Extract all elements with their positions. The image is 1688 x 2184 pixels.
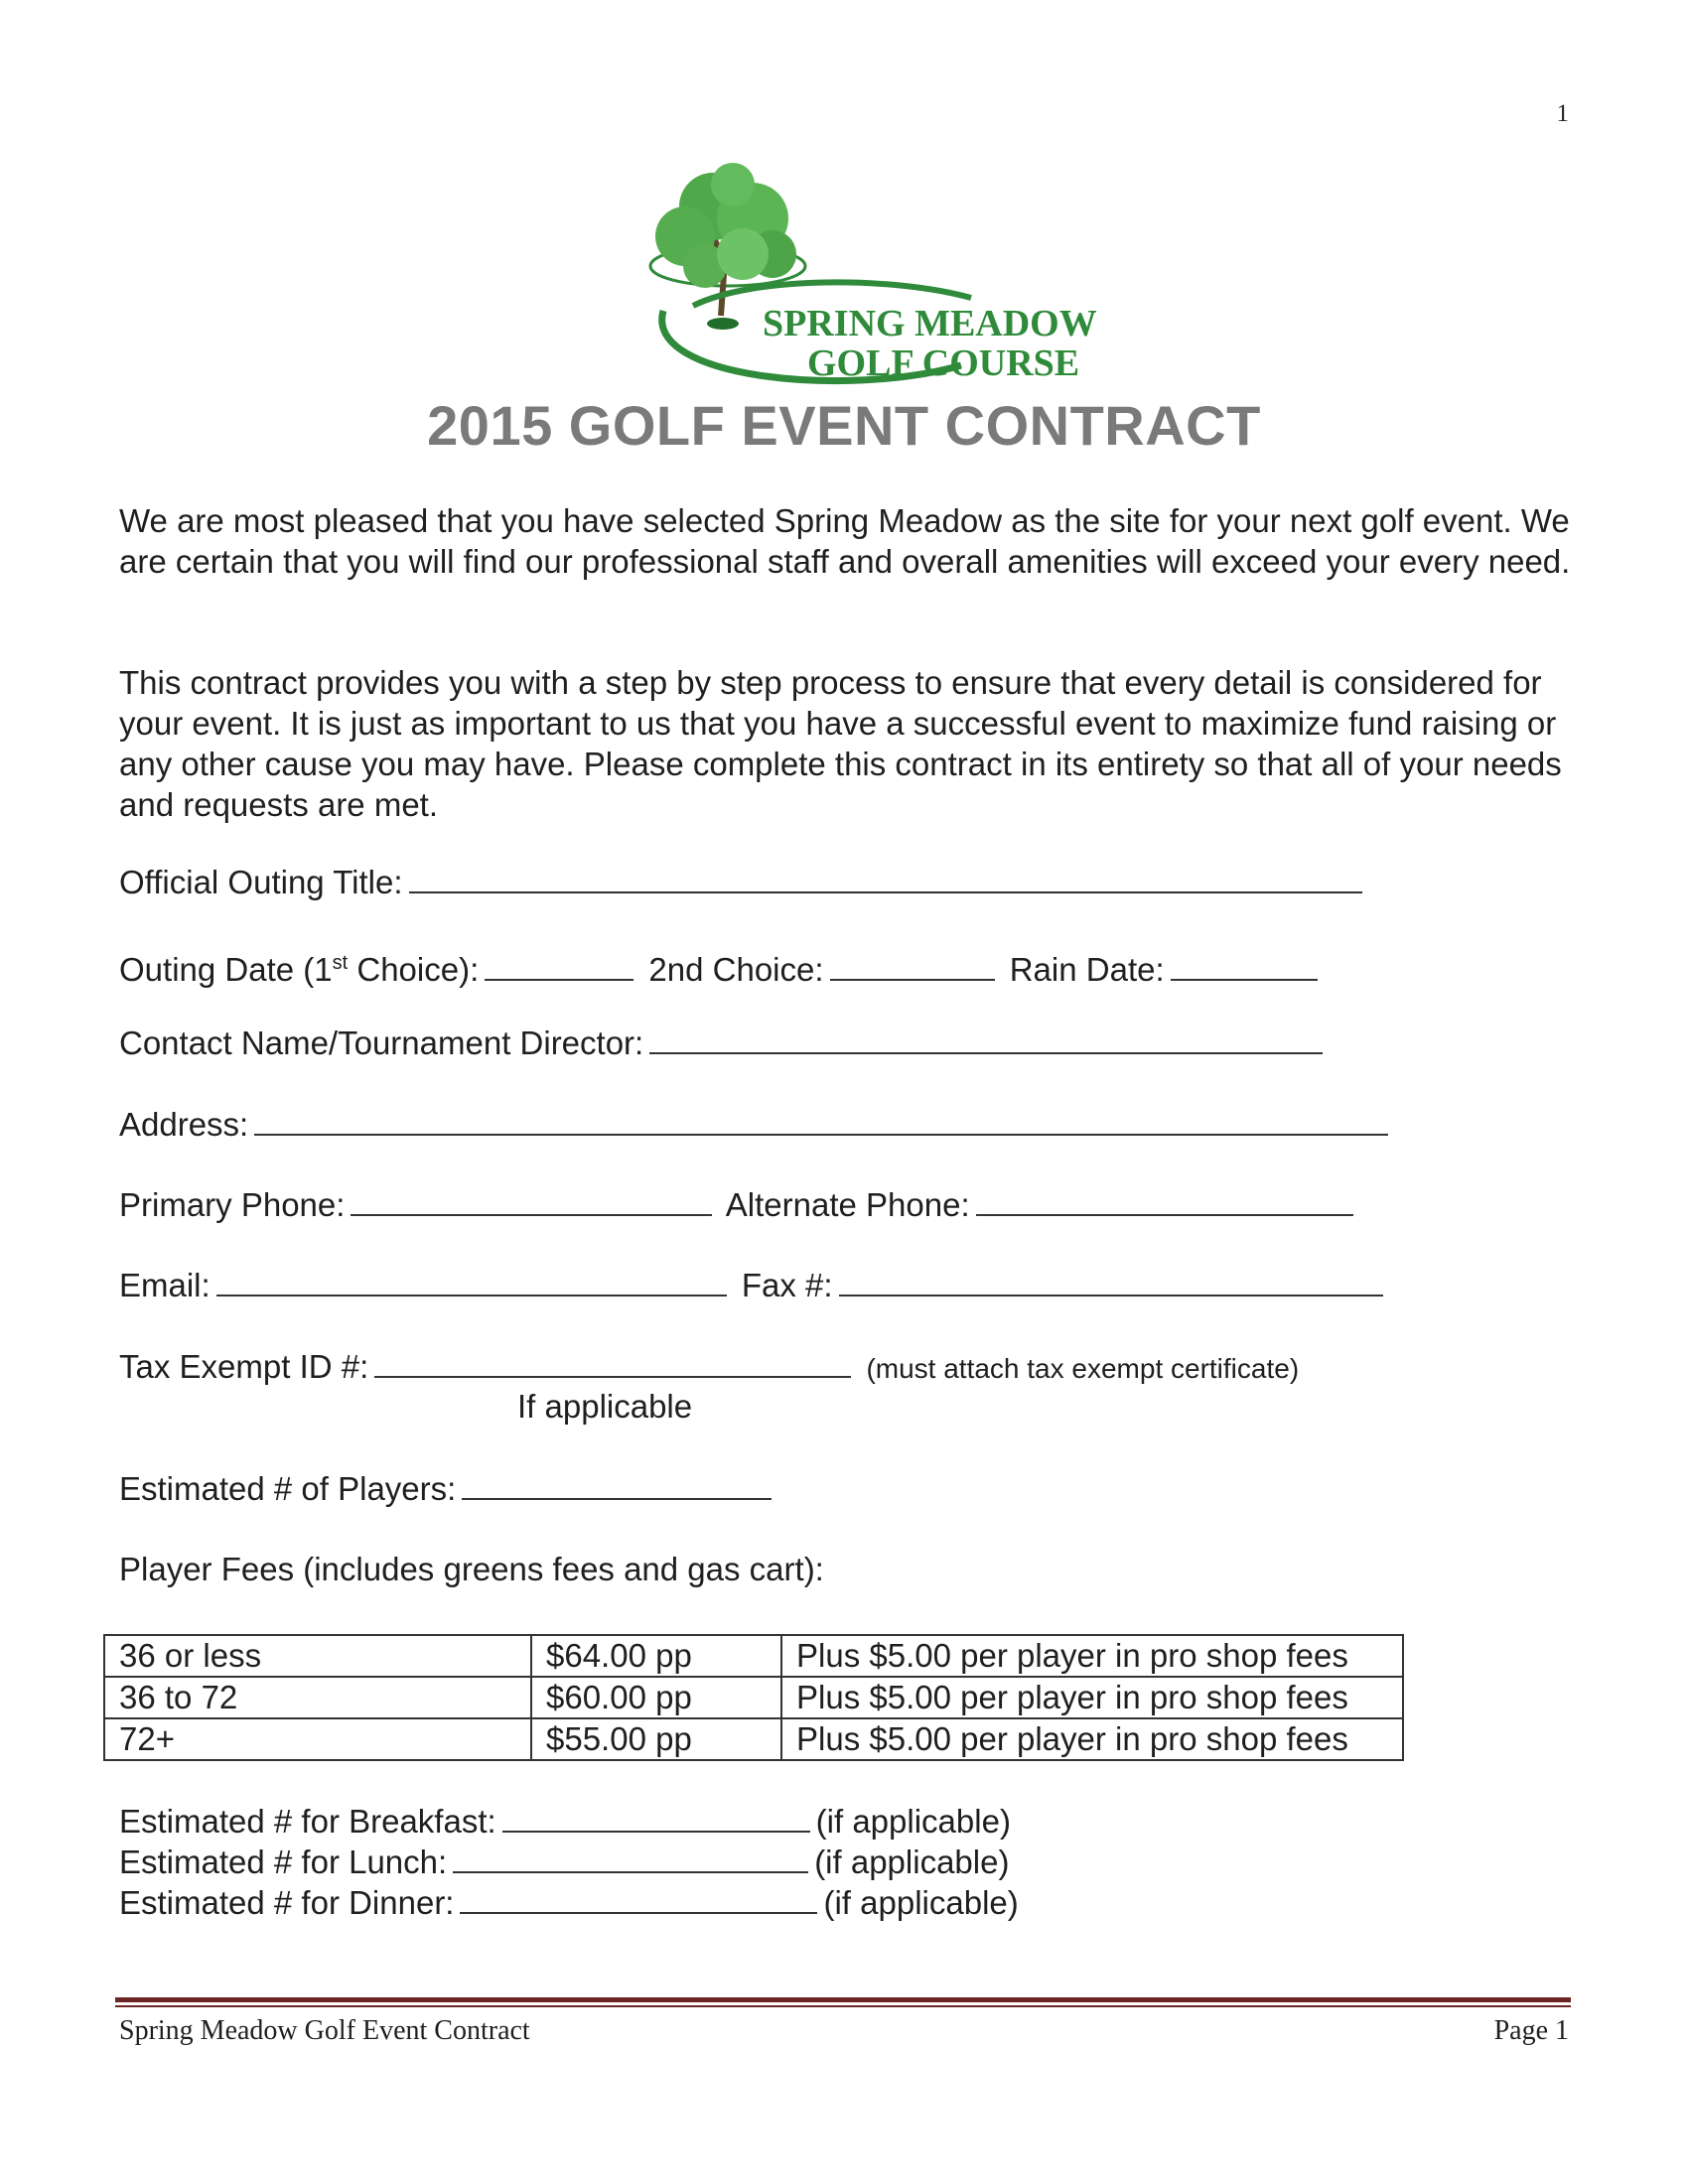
alternate-phone-label: Alternate Phone:: [725, 1186, 970, 1223]
table-cell: Plus $5.00 per player in pro shop fees: [781, 1635, 1403, 1677]
tax-exempt-field[interactable]: [374, 1346, 851, 1378]
table-row: [104, 1635, 1403, 1677]
lunch-field[interactable]: [453, 1842, 808, 1873]
lunch-row: [119, 1842, 1019, 1882]
tax-exempt-note: (must attach tax exempt certificate): [866, 1353, 1300, 1384]
meal-estimates: [119, 1801, 1019, 1923]
email-row: [119, 1265, 1589, 1306]
table-cell: $60.00 pp: [531, 1677, 781, 1718]
email-label: Email:: [119, 1267, 211, 1303]
lunch-note: (if applicable): [814, 1843, 1010, 1880]
players-label: Estimated # of Players:: [119, 1470, 457, 1507]
intro-paragraph-1: We are most pleased that you have selected Spring Meadow as the site for your next golf event. We are certain that you will find our professional staff and overall amenities will exceed your every need.: [119, 502, 1571, 580]
contact-label: Contact Name/Tournament Director:: [119, 1024, 644, 1061]
dinner-field[interactable]: [460, 1882, 817, 1914]
page-title: 2015 GOLF EVENT CONTRACT: [427, 394, 1261, 457]
second-choice-label: 2nd Choice:: [648, 951, 824, 988]
alternate-phone-field[interactable]: [976, 1184, 1353, 1216]
intro-paragraph-2: This contract provides you with a step by step process to ensure that every detail is considered for your event. It is just as important to us that you have a successful event to maximize fund raising or any other cause you may have. Please complete this contract in its entirety so that all of your needs and requests are met.: [119, 664, 1562, 823]
footer-page-number: Page 1: [1493, 2015, 1569, 2046]
dinner-label: Estimated # for Dinner:: [119, 1884, 455, 1921]
breakfast-row: [119, 1801, 1019, 1842]
contact-field[interactable]: [649, 1023, 1323, 1054]
table-cell: Plus $5.00 per player in pro shop fees: [781, 1718, 1403, 1760]
players-field[interactable]: [462, 1468, 772, 1500]
fax-label: Fax #:: [741, 1267, 833, 1303]
first-choice-field[interactable]: [485, 949, 633, 981]
breakfast-field[interactable]: [502, 1801, 810, 1833]
fax-field[interactable]: [839, 1265, 1383, 1297]
outing-title-row: [119, 862, 1589, 903]
players-row: [119, 1468, 1589, 1510]
table-cell: 72+: [104, 1718, 531, 1760]
email-field[interactable]: [216, 1265, 727, 1297]
outing-title-field[interactable]: [409, 862, 1362, 893]
tax-row: [119, 1346, 1589, 1388]
spring-meadow-logo: [633, 167, 1097, 397]
breakfast-label: Estimated # for Breakfast:: [119, 1803, 496, 1840]
footer-divider-thin: [115, 2005, 1571, 2007]
table-row: [104, 1718, 1403, 1760]
table-cell: Plus $5.00 per player in pro shop fees: [781, 1677, 1403, 1718]
lunch-label: Estimated # for Lunch:: [119, 1843, 448, 1880]
player-fees-heading: Player Fees (includes greens fees and gas cart):: [119, 1551, 824, 1587]
dinner-note: (if applicable): [823, 1884, 1019, 1921]
footer-divider: [115, 1997, 1571, 2002]
second-choice-field[interactable]: [830, 949, 995, 981]
breakfast-note: (if applicable): [815, 1803, 1011, 1840]
rain-date-label: Rain Date:: [1009, 951, 1165, 988]
primary-phone-field[interactable]: [351, 1184, 712, 1216]
contact-row: [119, 1023, 1589, 1064]
player-fees-table: [103, 1634, 1404, 1761]
logo-line2: GOLF COURSE: [807, 342, 1080, 384]
dinner-row: [119, 1882, 1019, 1923]
outing-title-label: Official Outing Title:: [119, 864, 403, 900]
primary-phone-label: Primary Phone:: [119, 1186, 346, 1223]
address-field[interactable]: [254, 1104, 1388, 1136]
address-row: [119, 1104, 1589, 1146]
table-cell: $55.00 pp: [531, 1718, 781, 1760]
table-cell: 36 or less: [104, 1635, 531, 1677]
outing-date-label: Outing Date (1st Choice):: [119, 951, 480, 988]
tax-exempt-label: Tax Exempt ID #:: [119, 1348, 369, 1385]
rain-date-field[interactable]: [1171, 949, 1318, 981]
table-row: [104, 1677, 1403, 1718]
outing-date-row: [119, 942, 1589, 988]
phone-row: [119, 1184, 1589, 1226]
page-number: 1: [1556, 100, 1569, 127]
address-label: Address:: [119, 1106, 249, 1143]
logo-line1: SPRING MEADOW: [763, 303, 1097, 344]
table-cell: $64.00 pp: [531, 1635, 781, 1677]
table-cell: 36 to 72: [104, 1677, 531, 1718]
footer-title: Spring Meadow Golf Event Contract: [119, 2015, 530, 2046]
if-applicable-note: If applicable: [517, 1388, 693, 1425]
